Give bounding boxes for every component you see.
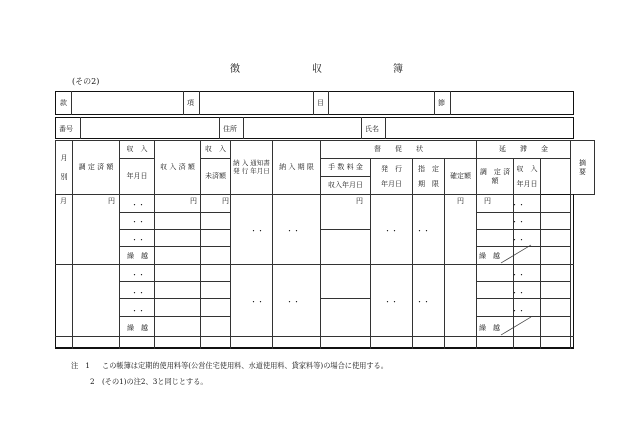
entai-receipt-header — [514, 159, 541, 195]
grid-line — [476, 194, 477, 349]
date-dots: ・・ — [511, 218, 525, 226]
divider — [80, 117, 81, 139]
date-dots: ・・ — [511, 236, 525, 244]
note-1-text: この帳簿は定期的使用料等(公営住宅使用料、水道使用料、貸家料等)の場合に使用する。 — [102, 361, 388, 370]
grid-line — [570, 194, 571, 349]
grid-line — [320, 298, 370, 299]
grid-line — [230, 194, 231, 349]
kan-label: 款 — [60, 99, 67, 107]
designated-header — [413, 159, 445, 195]
grid-line — [119, 194, 120, 349]
account-row — [55, 91, 574, 115]
date-dots: ・・ — [384, 298, 398, 306]
grid-line — [119, 246, 230, 247]
date-dots: ・・ — [384, 227, 398, 235]
divider — [434, 91, 435, 115]
divider — [71, 91, 72, 115]
issue-top: 発 行 — [381, 165, 402, 174]
issue-bottom: 年月日 — [381, 179, 402, 188]
month-top: 月 — [60, 154, 68, 163]
issue-header — [371, 159, 413, 195]
title-char-1: 徴 — [230, 64, 240, 75]
entai-receipt-bottom: 年月日 — [516, 179, 538, 188]
date-dots: ・・ — [286, 298, 300, 306]
receipt-header: 収 入 — [120, 141, 155, 159]
grid-line — [412, 194, 413, 349]
notice-issue-header: 納 入 通知書 発 行 年月日 — [231, 141, 273, 195]
carryover-label: 繰 越 — [127, 252, 148, 260]
carryover-label: 繰 越 — [479, 252, 500, 260]
grid-line — [272, 194, 273, 349]
date-dots: ・・ — [416, 227, 430, 235]
grid-line — [320, 194, 321, 349]
date-dots: ・・ — [511, 289, 525, 297]
received-amount-header: 収 入 済 額 — [155, 141, 201, 195]
setsu-label: 節 — [438, 99, 445, 107]
title-char-2: 収 — [312, 64, 322, 75]
date-dots: ・・ — [131, 289, 145, 297]
note-1-label: 注 1 — [71, 361, 90, 370]
designated-top: 指 定 — [418, 165, 439, 174]
divider — [219, 117, 220, 139]
grid-line — [72, 194, 73, 349]
date-dots: ・・ — [250, 227, 264, 235]
ledger-table — [55, 140, 601, 195]
entai-receipt-top: 収 入 — [516, 165, 538, 174]
date-dots: ・・ — [416, 298, 430, 306]
date-dots: ・・ — [250, 298, 264, 306]
date-dots: ・・ — [131, 307, 145, 315]
grid-line — [119, 316, 230, 317]
diagonal-slash — [501, 245, 531, 263]
divider — [361, 117, 362, 139]
unit-yen-2: 円 — [190, 197, 197, 205]
grid-line — [119, 281, 230, 282]
divider — [243, 117, 244, 139]
tekiyou-header: 摘 要 — [571, 141, 595, 195]
designated-bottom: 期 限 — [418, 179, 439, 188]
unit-month: 月 — [60, 197, 67, 205]
date-dots: ・・ — [131, 236, 145, 244]
divider — [450, 91, 451, 115]
note-2-text: (その1)の注2、3と同じとする。 — [102, 377, 208, 386]
fee-header: 手 数 料 金 — [321, 159, 370, 177]
grid-line — [55, 264, 574, 265]
grid-line — [200, 194, 201, 349]
carryover-label: 繰 越 — [127, 324, 148, 332]
unit-yen-4: 円 — [356, 197, 363, 205]
grid-line — [476, 281, 570, 282]
entai-header: 延 滞 金 — [477, 141, 571, 159]
shimei-label: 氏名 — [365, 125, 379, 133]
unpaid-header: 未済額 — [201, 159, 231, 195]
grid-line — [476, 229, 570, 230]
unit-yen-6: 円 — [484, 197, 491, 205]
grid-line — [119, 212, 230, 213]
date-dots: ・・ — [286, 227, 300, 235]
grid-line — [444, 194, 445, 349]
title-char-3: 簿 — [393, 64, 403, 75]
unit-yen-1: 円 — [108, 197, 115, 205]
fee-receipt-date-header: 収入年月日 — [328, 181, 363, 189]
subtitle: (その2) — [72, 77, 100, 86]
unit-yen-5: 円 — [457, 197, 464, 205]
kakutei-header: 確定額 — [445, 159, 477, 195]
grid-line — [540, 194, 541, 349]
grid-line — [119, 229, 230, 230]
divider — [183, 91, 184, 115]
date-dots: ・・ — [511, 307, 525, 315]
divider — [313, 91, 314, 115]
date-dots: ・・ — [131, 271, 145, 279]
date-dots: ・・ — [131, 201, 145, 209]
grid-line — [370, 194, 371, 349]
unit-yen-3: 円 — [222, 197, 229, 205]
choutei-header: 調 定 済 額 — [73, 141, 120, 195]
bangou-label: 番号 — [59, 125, 73, 133]
receipt2-header: 収 入 — [201, 141, 231, 159]
grid-line — [119, 298, 230, 299]
due-date-header: 納 入 期 限 — [273, 141, 321, 195]
carryover-label: 繰 越 — [479, 324, 500, 332]
receipt-date-header: 年月日 — [120, 159, 155, 195]
divider — [385, 117, 386, 139]
jusho-label: 住所 — [223, 125, 237, 133]
date-dots: ・・ — [511, 271, 525, 279]
month-header — [56, 141, 73, 195]
moku-label: 目 — [317, 99, 324, 107]
grid-line — [55, 336, 574, 337]
grid-line — [476, 212, 570, 213]
grid-line — [320, 229, 370, 230]
tokusoku-header: 督 促 状 — [321, 141, 477, 159]
note-2-label: 2 — [90, 377, 95, 386]
divider — [328, 91, 329, 115]
grid-line — [154, 194, 155, 349]
month-bottom: 別 — [60, 172, 68, 181]
date-dots: ・・ — [511, 201, 525, 209]
grid-line — [476, 298, 570, 299]
person-row — [55, 117, 574, 139]
diagonal-slash — [501, 317, 531, 335]
kou-label: 項 — [187, 99, 194, 107]
entai-choutei-header: 調 定 済 額 — [477, 159, 514, 195]
date-dots: ・・ — [131, 218, 145, 226]
divider — [199, 91, 200, 115]
